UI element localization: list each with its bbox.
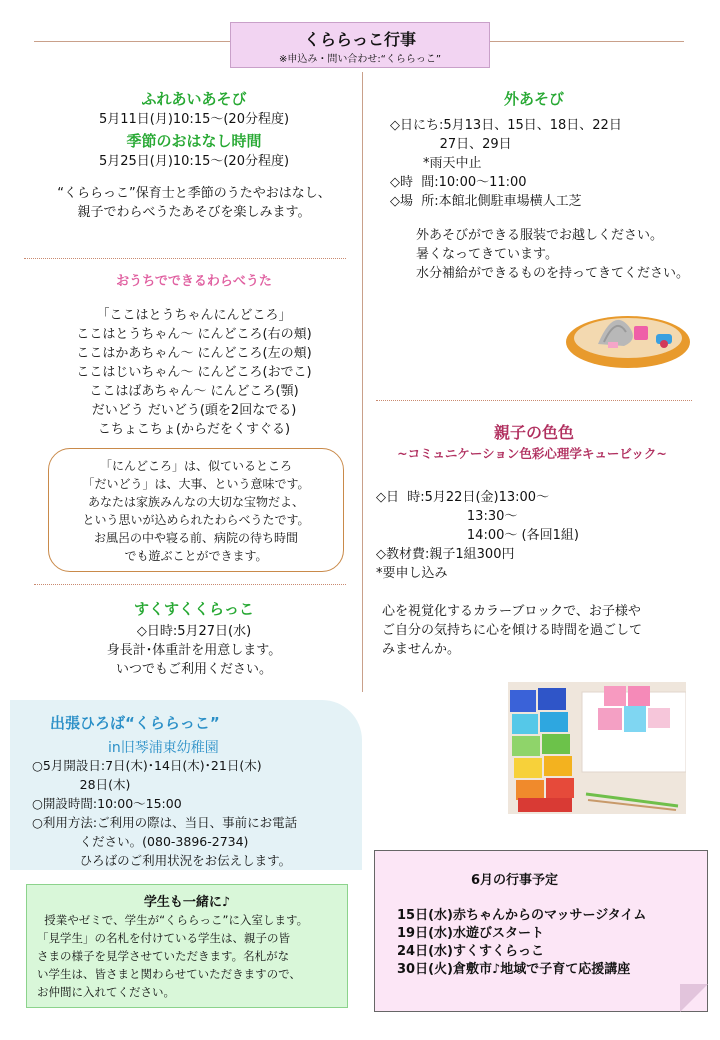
june-schedule-box	[374, 850, 708, 1012]
text-line: ◇日 時:5月22日(金)13:00～	[376, 490, 550, 505]
iroiro-details	[376, 488, 579, 583]
fureai-description	[34, 184, 354, 222]
lyric-line: 「ここはとうちゃんにんどころ」	[96, 308, 292, 323]
header-box	[230, 22, 490, 68]
text-line: いつでもご利用ください。	[115, 662, 272, 677]
column-divider	[362, 72, 363, 692]
page-subtitle: ※申込み・問い合わせ:“くららっこ”	[278, 54, 442, 65]
outreach-title: 出張ひろば“くららっこ”	[50, 714, 220, 732]
note-line: 「だいどう」は、大事、という意味です。	[82, 477, 310, 491]
text-line: ご自分の気持ちに心を傾ける時間を過ごして	[382, 623, 643, 638]
iroiro-subheading: ~コミュニケーション色彩心理学キュービック~	[397, 446, 667, 461]
season-story-date: 5月25日(月)10:15～(20分程度)	[98, 154, 290, 169]
text-line: *要申し込み	[376, 566, 448, 581]
text-line: 13:30～	[376, 509, 518, 524]
soto-details	[390, 116, 622, 211]
sukusuku-heading: すくすくくらっこ	[133, 600, 254, 618]
season-story-heading: 季節のおはなし時間	[126, 132, 262, 150]
lyric-line: ここはとうちゃん～ にんどころ(右の頬)	[76, 327, 312, 342]
list-item: 15日(水)赤ちゃんからのマッサージタイム	[397, 908, 647, 923]
note-line: あなたは家族みんなの大切な宝物だよ、	[87, 495, 304, 509]
text-line: “くららっこ”保育士と季節のうたやおはなし、	[57, 186, 331, 201]
lyric-line: こちょこちょ(からだをくすぐる)	[97, 422, 291, 437]
text-line: 水分補給ができるものを持ってきてください。	[416, 266, 690, 281]
text-line: い学生は、皆さまと関わらせていただきますので、	[37, 967, 301, 981]
text-line: ○5月開設日:7日(木)･14日(木)･21日(木)	[32, 758, 262, 773]
iroiro-description	[382, 602, 642, 659]
lyric-line: だいどう だいどう(頭を2回なでる)	[91, 403, 297, 418]
note-line: という思いが込められたわらべうたです。	[82, 513, 310, 527]
text-line: ◇教材費:親子1組300円	[376, 547, 515, 562]
warabe-lyrics	[34, 306, 354, 439]
text-line: ください。(080-3896-2734)	[32, 834, 249, 849]
section-divider	[376, 400, 692, 401]
warabe-heading: おうちでできるわらべうた	[116, 274, 272, 289]
student-body	[37, 911, 343, 1001]
text-line: 27日、29日	[390, 137, 512, 152]
sandbox-illustration	[564, 298, 692, 372]
text-line: 身長計･体重計を用意します。	[106, 643, 282, 658]
text-line: 28日(木)	[32, 777, 131, 792]
lyric-line: ここはばあちゃん～ にんどころ(顎)	[89, 384, 299, 399]
section-divider	[24, 258, 346, 259]
soto-notes	[416, 226, 689, 283]
section-divider	[34, 584, 346, 585]
text-line: ◇日にち:5月13日、15日、18日、22日	[390, 118, 622, 133]
text-line: 外あそびができる服装でお越しください。	[416, 228, 664, 243]
student-box	[26, 884, 348, 1008]
text-line: お仲間に入れてください。	[37, 985, 175, 999]
text-line: ○開設時間:10:00～15:00	[32, 796, 182, 811]
outreach-location: in旧琴浦東幼稚園	[108, 740, 219, 756]
text-line: 暑くなってきています。	[416, 247, 558, 262]
text-line: ◇場 所:本館北側駐車場横人工芝	[390, 194, 582, 209]
text-line: 親子でわらべうたあそびを楽しみます。	[77, 205, 311, 220]
outreach-details	[32, 756, 297, 870]
text-line: ○利用方法:ご利用の際は、当日、事前にお電話	[32, 815, 298, 830]
text-line: ひろばのご利用状況をお伝えします。	[32, 853, 292, 868]
iroiro-heading: 親子の色色	[493, 423, 574, 442]
lyric-line: ここはかあちゃん～ にんどころ(左の頬)	[76, 346, 312, 361]
fureai-date: 5月11日(月)10:15～(20分程度)	[98, 112, 290, 127]
list-item: 30日(火)倉敷市♪地域で子育て応援講座	[397, 962, 631, 977]
note-line: お風呂の中や寝る前、病院の待ち時間	[93, 531, 298, 545]
color-blocks-photo	[508, 682, 686, 814]
list-item: 24日(水)すくすくらっこ	[397, 944, 544, 959]
text-line: さまの様子を見学させていただきます。名札がな	[37, 949, 290, 963]
warabe-note	[49, 457, 343, 565]
text-line: ◇時 間:10:00～11:00	[390, 175, 527, 190]
lyric-line: ここはじいちゃん～ にんどころ(おでこ)	[76, 365, 312, 380]
note-line: でも遊ぶことができます。	[124, 549, 268, 563]
fureai-heading: ふれあいあそび	[141, 90, 247, 108]
text-line: 14:00～ (各回1組)	[376, 528, 579, 543]
soto-heading: 外あそび	[503, 90, 564, 108]
june-items	[397, 907, 646, 979]
warabe-note-box	[48, 448, 344, 572]
sukusuku-details	[34, 622, 354, 679]
text-line: *雨天中止	[390, 156, 482, 171]
list-item: 19日(水)水遊びスタート	[397, 926, 544, 941]
text-line: 授業やゼミで、学生が“くららっこ”に入室します。	[37, 913, 309, 927]
text-line: 心を視覚化するカラーブロックで、お子様や	[382, 604, 641, 619]
note-line: 「にんどころ」は、似ているところ	[99, 459, 292, 473]
text-line: 「見学生」の名札を付けている学生は、親子の皆	[37, 931, 290, 945]
june-title: 6月の行事予定	[471, 873, 559, 888]
text-line: みませんか。	[382, 642, 461, 657]
text-line: ◇日時:5月27日(水)	[136, 624, 252, 639]
page-title: くららっこ行事	[303, 30, 416, 49]
student-heading: 学生も一緒に♪	[143, 895, 231, 910]
